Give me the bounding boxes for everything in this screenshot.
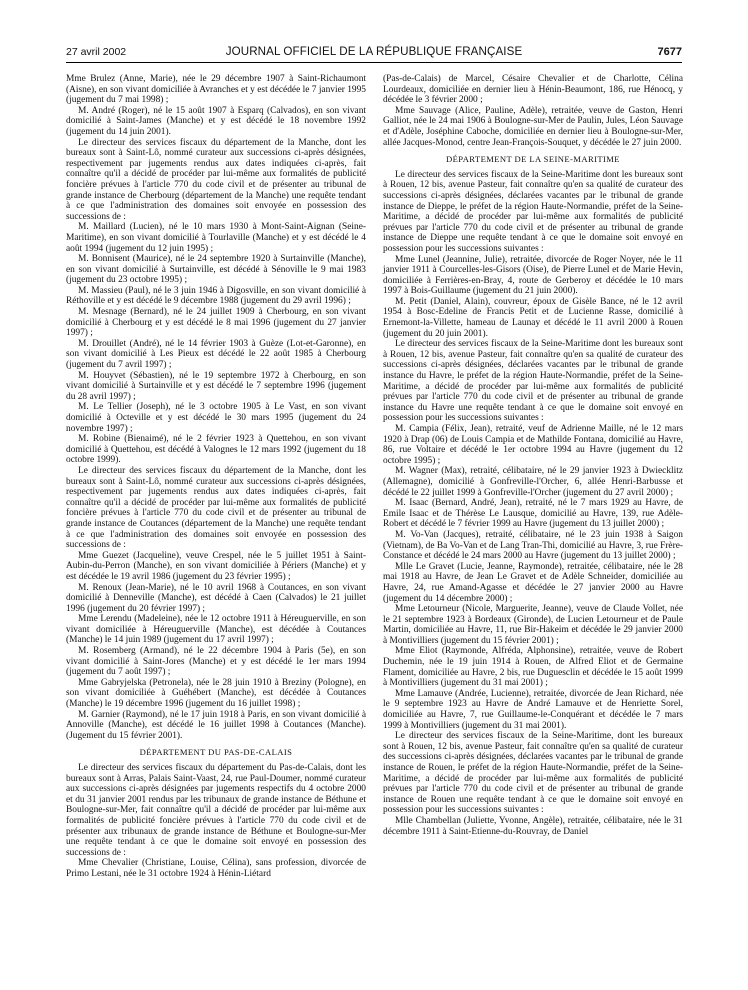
paragraph: (Pas-de-Calais) de Marcel, Césaire Chevalier et de Charlotte, Célina Lourdeaux, domiciliée en dernier lieu à Hénin-Beaumont, 186, rue Hénocq, y décédée le 3 février 2000 ;: [383, 74, 683, 106]
page-header: [66, 40, 682, 60]
paragraph: Le directeur des services fiscaux du département de la Manche, dont les bureaux sont à Saint-Lô, nommé curateur aux successions ci-après désignées, respectivement par jugements rendus aux dates indiquées ci-après, fait connaître qu'il a décidé de procéder par lui-même aux formalités de publicité foncière prévues à l'article 770 du code civil et de présenter au tribunal de grande instance de Coutances (département de la Manche) une requête tendant à ce que l'administration des domaines soit envoyée en possession des successions de :: [66, 465, 366, 551]
issue-date: 27 avril 2002: [66, 46, 127, 58]
paragraph: M. Le Tellier (Joseph), né le 3 octobre 1905 à Le Vast, en son vivant domicilié à Octeville et y est décédé le 30 mars 1995 (jugement du 24 novembre 1997) ;: [66, 402, 366, 434]
section-heading: DÉPARTEMENT DE LA SEINE-MARITIME: [446, 154, 620, 165]
paragraph: Mme Guezet (Jacqueline), veuve Crespel, née le 5 juillet 1951 à Saint-Aubin-du-Perron (Manche), en son vivant domiciliée à Périers (Manche) et y est décédée le 19 avril 1986 (jugement du 23 février 1995) ;: [66, 550, 366, 582]
header-rule: [66, 62, 682, 63]
paragraph: Mlle Chambellan (Juliette, Yvonne, Angèle), retraitée, célibataire, née le 31 décembre 1911 à Saint-Etienne-du-Rouvray, de Daniel: [383, 815, 683, 837]
paragraph: Mme Eliot (Raymonde, Alfréda, Alphonsine), retraitée, veuve de Robert Duchemin, née le 19 juin 1914 à Rouen, de Alfred Eliot et de Germaine Flament, domiciliée au Havre, 2 bis, rue Duguesclin et décédée le 15 août 1999 à Montivilliers (jugement du 31 mai 2001) ;: [383, 646, 683, 689]
paragraph: Mme Chevalier (Christiane, Louise, Célina), sans profession, divorcée de Primo Lestani, née le 31 octobre 1924 à Hénin-Liétard: [66, 858, 366, 879]
paragraph: M. Petit (Daniel, Alain), couvreur, époux de Gisèle Bance, né le 12 avril 1954 à Bosc-Edeline de Francis Petit et de Lucienne Rasse, domicilié à Ernemont-la-Villette, hameau de Launay et décédé le 11 avril 2000 à Rouen (jugement du 20 juin 2001).: [383, 296, 683, 339]
paragraph: Le directeur des services fiscaux du département du Pas-de-Calais, dont les bureaux sont à Arras, Palais Saint-Vaast, 24, rue Paul-Doumer, nommé curateur aux successions ci-après désignées par jugements respectifs du 4 octobre 2000 et du 31 janvier 2001 rendus par les tribunaux de grande instance de Béthune et Boulogne-sur-Mer, fait connaître qu'il a décidé de procéder par lui-même aux formalités de publicité foncière prévues à l'article 770 du code civil et de présenter aux tribunaux de grande instance de Béthune et Boulogne-sur-Mer une requête tendant à ce que le domaine soit envoyé en possession des successions de :: [66, 763, 366, 858]
paragraph: M. Wagner (Max), retraité, célibataire, né le 29 janvier 1923 à Dwiecklitz (Allemagne), domicilié à Gonfreville-l'Orcher, 6, allée Henri-Barbusse et décédé le 22 juillet 1999 à Gonfreville-l'Orcher (jugement du 27 avril 2000) ;: [383, 466, 683, 498]
paragraph: M. Houyvet (Sébastien), né le 19 septembre 1972 à Cherbourg, en son vivant domicilié à Surtainville et y est décédé le 7 septembre 1996 (jugement du 28 avril 1997) ;: [66, 370, 366, 402]
paragraph: M. Renoux (Jean-Marie), né le 10 avril 1968 à Coutances, en son vivant domicilié à Denneville (Manche), est décédé à Caen (Calvados) le 21 juillet 1996 (jugement du 20 février 1997) ;: [66, 582, 366, 614]
paragraph: M. Massieu (Paul), né le 3 juin 1946 à Digosville, en son vivant domicilié à Réthoville et y est décédé le 9 décembre 1988 (jugement du 29 avril 1996) ;: [66, 285, 366, 307]
paragraph: M. Isaac (Bernard, André, Jean), retraité, né le 7 mars 1929 au Havre, de Emile Isaac et de Thérèse Le Lausque, domicilié au Havre, 139, rue Adèle-Robert et décédé le 7 février 1999 au Havre (jugement du 13 juillet 2000) ;: [383, 498, 683, 530]
left-column: [66, 74, 366, 880]
paragraph: Le directeur des services fiscaux de la Seine-Maritime dont les bureaux sont à Rouen, 12 bis, avenue Pasteur, fait connaître qu'en sa qualité de curateur des successions ci-après désignées, déclarées vacantes par le tribunal de grande instance du Havre, le préfet de la région Haute-Normandie, préfet de la Seine-Maritime, a décidé de procéder par lui-même aux formalités de publicité prévues par l'article 770 du code civil et de présenter au tribunal de grande instance du Havre une requête tendant à ce que le domaine soit envoyé en possession pour les successions suivantes :: [383, 339, 683, 424]
paragraph: M. Rosemberg (Armand), né le 22 décembre 1904 à Paris (5e), en son vivant domicilié à Saint-Jores (Manche) et y est décédé le 1er mars 1994 (jugement du 7 août 1997) ;: [66, 646, 366, 678]
paragraph: M. Garnier (Raymond), né le 17 juin 1918 à Paris, en son vivant domicilié à Annoville (Manche), est décédé le 16 juillet 1998 à Coutances (Manche). (Jugement du 15 février 2001).: [66, 709, 366, 741]
paragraph: Le directeur des services fiscaux de la Seine-Maritime, dont les bureaux sont à Rouen, 12 bis, avenue Pasteur, fait connaître qu'en sa qualité de curateur des successions ci-après désignées, déclarées vacantes par le tribunal de grande instance de Rouen, le préfet de la région Haute-Normandie, préfet de la Seine-Maritime, a décidé de procéder par lui-même aux formalités de publicité prévues par l'article 770 du code civil et de présenter au tribunal de grande instance de Rouen une requête tendant à ce que le domaine soit envoyé en possession pour les successions suivantes :: [383, 731, 683, 816]
paragraph: Mme Lunel (Jeannine, Julie), retraitée, divorcée de Roger Noyer, née le 11 janvier 1911 à Courcelles-les-Gisors (Oise), de Pierre Lunel et de Marie Hevin, domiciliée à Ferrières-en-Bray, 4, route de Gerberoy et décédée le 10 mars 1997 à Bois-Guillaume (jugement du 21 juin 2000).: [383, 254, 683, 297]
paragraph: Mme Brulez (Anne, Marie), née le 29 décembre 1907 à Saint-Richaumont (Aisne), en son vivant domiciliée à Avranches et y est décédée le 7 janvier 1995 (jugement du 7 mai 1998) ;: [66, 74, 366, 106]
paragraph: M. Mesnage (Bernard), né le 24 juillet 1909 à Cherbourg, en son vivant domicilié à Cherbourg et y est décédé le 8 mai 1996 (jugement du 27 janvier 1997) ;: [66, 307, 366, 339]
paragraph: Mme Sauvage (Alice, Pauline, Adèle), retraitée, veuve de Gaston, Henri Galliot, née le 24 mai 1906 à Boulogne-sur-Mer de Paulin, Jules, Léon Sauvage et d'Adèle, Joséphine Caboche, domiciliée en dernier lieu à Boulogne-sur-Mer, allée Jacques-Monod, centre Jean-François-Souquet, y décédée le 27 juin 2000.: [383, 105, 683, 148]
paragraph: Mme Lamauve (Andrée, Lucienne), retraitée, divorcée de Jean Richard, née le 9 septembre 1923 au Havre de André Lamauve et de Henriette Sorel, domiciliée au Havre, 7, rue Guillaume-le-Conquérant et décédée le 7 mars 1999 à Montivilliers (jugement du 31 mai 2001).: [383, 688, 683, 731]
paragraph: M. Bonnisent (Maurice), né le 24 septembre 1920 à Surtainville (Manche), en son vivant domicilié à Surtainville, est décédé à Sénoville le 9 mai 1983 (jugement du 23 octobre 1995) ;: [66, 254, 366, 286]
right-column: [383, 74, 683, 837]
page-number: 7677: [657, 46, 682, 58]
journal-title: JOURNAL OFFICIEL DE LA RÉPUBLIQUE FRANÇAISE: [225, 45, 523, 58]
paragraph: M. Drouillet (André), né le 14 février 1903 à Guèze (Lot-et-Garonne), en son vivant domicilié à Les Pieux est décédé le 22 août 1985 à Cherbourg (jugement du 7 avril 1997) ;: [66, 338, 366, 371]
paragraph: Le directeur des services fiscaux de la Seine-Maritime dont les bureaux sont à Rouen, 12 bis, avenue Pasteur, fait connaître qu'en sa qualité de curateur des successions ci-après désignées, déclarées vacantes par le tribunal de grande instance de Dieppe, le préfet de la région Haute-Normandie, préfet de la Seine-Maritime, a décidé de procéder par lui-même aux formalités de publicité prévues par l'article 770 du code civil et de présenter au tribunal de grande instance de Dieppe une requête tendant à ce que le domaine soit envoyé en possession pour les successions suivantes :: [383, 169, 683, 254]
paragraph: Mme Lerendu (Madeleine), née le 12 octobre 1911 à Héreuguerville, en son vivant domiciliée à Héreuguerville (Manche), est décédée à Coutances (Manche) le 14 juin 1989 (jugement du 17 avril 1997) ;: [66, 614, 366, 646]
paragraph: Mlle Le Gravet (Lucie, Jeanne, Raymonde), retraitée, célibataire, née le 28 mai 1918 au Havre, de Jean Le Gravet et de Adèle Schneider, domiciliée au Havre, 24, rue Amand-Agasse et décédée le 27 janvier 2000 au Havre (jugement du 14 décembre 2000) ;: [383, 561, 683, 604]
paragraph: M. André (Roger), né le 15 août 1907 à Esparq (Calvados), en son vivant domicilié à Saint-James (Manche) et y est décédé le 18 novembre 1992 (jugement du 14 juin 2001).: [66, 105, 366, 137]
paragraph: M. Robine (Bienaimé), né le 2 février 1923 à Quettehou, en son vivant domicilié à Quettehou, est décédé à Valognes le 12 mars 1992 (jugement du 18 octobre 1999).: [66, 434, 366, 466]
paragraph: Mme Gabryjelska (Petronela), née le 28 juin 1910 à Breziny (Pologne), en son vivant domiciliée à Guéhébert (Manche), est décédée à Coutances (Manche) le 19 décembre 1996 (jugement du 16 juillet 1998) ;: [66, 677, 366, 710]
paragraph: M. Maillard (Lucien), né le 10 mars 1930 à Mont-Saint-Aignan (Seine-Maritime), en son vivant domicilié à Tourlaville (Manche) et y est décédé le 4 août 1994 (jugement du 12 juin 1995) ;: [66, 222, 366, 254]
paragraph: M. Vo-Van (Jacques), retraité, célibataire, né le 23 juin 1938 à Saigon (Vietnam), de Ba Vo-Van et de Lang Tran-Thi, domicilié au Havre, 3, rue Frère-Constance et décédé le 24 mars 2000 au Havre (jugement du 13 juillet 2000) ;: [383, 529, 683, 562]
paragraph: Le directeur des services fiscaux du département de la Manche, dont les bureaux sont à Saint-Lô, nommé curateur aux successions ci-après désignées, respectivement par jugements rendus aux dates indiquées ci-après, fait connaître qu'il a décidé de procéder par lui-même aux formalités de publicité foncière prévues à l'article 770 du code civil et de présenter au tribunal de grande instance de Cherbourg (département de la Manche) une requête tendant à ce que l'administration des domaines soit envoyée en possession des successions de :: [66, 137, 366, 222]
paragraph: Mme Letourneur (Nicole, Marguerite, Jeanne), veuve de Claude Vollet, née le 21 septembre 1923 à Bordeaux (Gironde), de Lucien Letourneur et de Paule Martin, domiciliée au Havre, 11, rue Bir-Hakeim et décédée le 29 janvier 2000 à Montivilliers (jugement du 15 février 2001) ;: [383, 604, 683, 646]
paragraph: M. Campia (Félix, Jean), retraité, veuf de Adrienne Maille, né le 12 mars 1920 à Drap (06) de Louis Campia et de Mathilde Fontana, domicilié au Havre, 86, rue Voltaire et décédé le 1er octobre 1994 au Havre (jugement du 12 octobre 1995) ;: [383, 424, 683, 466]
section-heading: DÉPARTEMENT DU PAS-DE-CALAIS: [139, 747, 293, 758]
